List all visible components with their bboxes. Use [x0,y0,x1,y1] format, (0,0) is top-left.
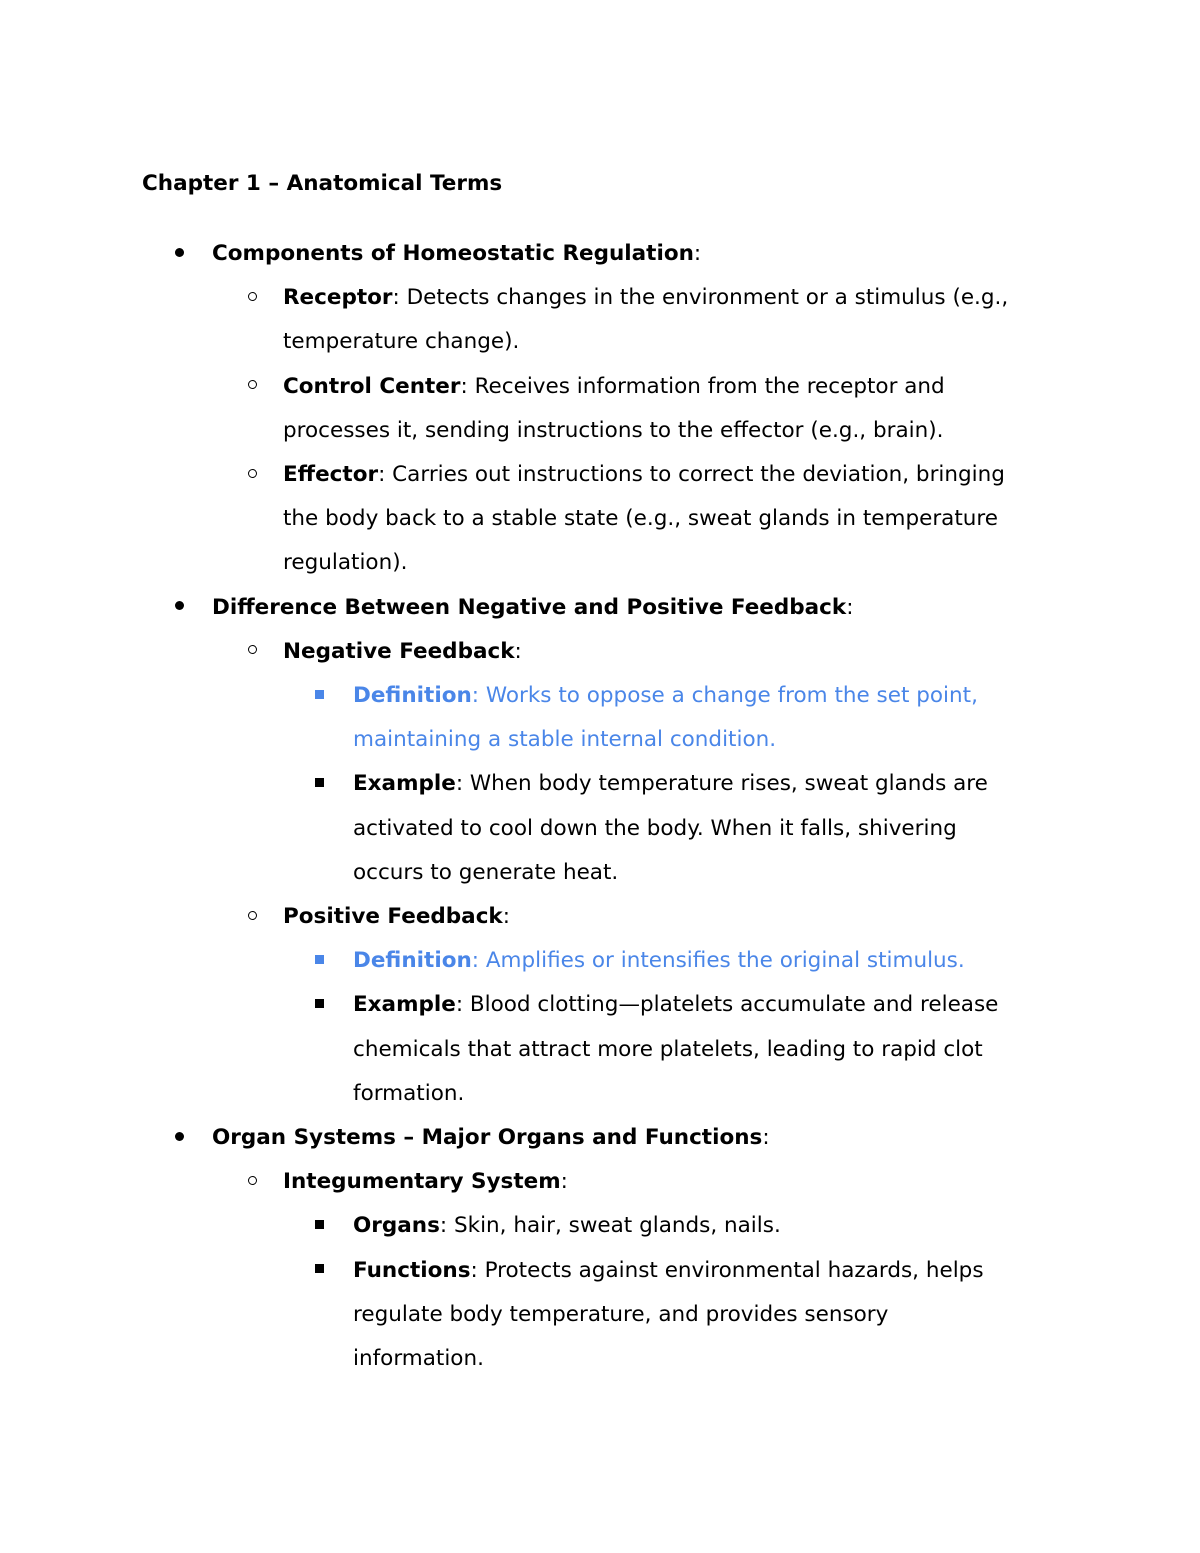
subitem-term: Definition [353,948,472,974]
square-bullet-icon [315,1204,324,1248]
item-term: Positive Feedback [283,904,503,930]
circle-bullet-icon [248,895,257,939]
item-text: : Detects changes in the environment or a stimulus (e.g., [392,285,1009,311]
item-text-continuation: processes it, sending instructions to the effector (e.g., brain). [283,417,944,443]
subitem-text-continuation: information. [353,1346,484,1372]
square-bullet-icon [315,762,324,806]
subitem-text: : When body temperature rises, sweat glands are [455,771,988,797]
subitem-term: Functions [353,1257,471,1283]
sub-list-item-highlighted [142,674,1062,718]
square-bullet-icon [315,674,324,718]
list-item [142,276,1062,320]
section-heading-colon: : [762,1125,770,1151]
subitem-text-continuation: activated to cool down the body. When it falls, shivering [353,815,957,841]
section-heading-text: Difference Between Negative and Positive Feedback [212,594,847,620]
sub-list-item [142,1249,1062,1293]
item-text-continuation: temperature change). [283,329,520,355]
section-heading [142,586,1062,630]
item-term: Negative Feedback [283,638,515,664]
subitem-text-continuation: chemicals that attract more platelets, leading to rapid clot [353,1036,983,1062]
subitem-text: : Works to oppose a change from the set point, [471,683,978,709]
item-term: Receptor [283,285,393,311]
subitem-text-continuation: regulate body temperature, and provides sensory [353,1301,889,1327]
subitem-text-continuation: maintaining a stable internal condition. [353,727,777,753]
section-heading-colon: : [693,241,702,266]
item-text-continuation: regulation). [283,550,408,576]
sub-list-item-highlighted [142,939,1062,983]
list-item [142,365,1062,409]
circle-bullet-icon [248,453,257,497]
subitem-text: : Blood clotting—platelets accumulate and release [455,992,999,1018]
sub-list-item [142,1204,1062,1248]
list-item [142,1160,1062,1204]
square-bullet-icon [315,1249,324,1293]
circle-bullet-icon [248,1160,257,1204]
item-text: : Receives information from the receptor and [460,373,945,399]
bullet-icon [175,1116,184,1160]
subitem-text-continuation: occurs to generate heat. [353,859,619,885]
page-title: Chapter 1 – Anatomical Terms [142,171,503,196]
subitem-term: Organs [353,1213,440,1239]
section-heading-text: Organ Systems – Major Organs and Functions [212,1125,763,1151]
item-text: : Carries out instructions to correct the deviation, bringing [378,462,1005,488]
circle-bullet-icon [248,365,257,409]
section-heading [142,1116,1062,1160]
sub-list-item [142,762,1062,806]
section-heading-colon: : [846,594,854,620]
subitem-text-continuation: formation. [353,1080,465,1106]
document-page [142,166,1062,1381]
item-text-continuation: the body back to a stable state (e.g., sweat glands in temperature [283,506,999,532]
square-bullet-icon [315,939,324,983]
square-bullet-icon [315,983,324,1027]
item-colon: : [514,638,522,664]
sub-list-item [142,983,1062,1027]
list-item [142,895,1062,939]
list-item [142,630,1062,674]
subitem-text: : Protects against environmental hazards, helps [470,1257,984,1283]
item-term: Control Center [283,373,461,399]
section-heading [142,232,1062,276]
section-heading-text: Components of Homeostatic Regulation [212,241,694,266]
circle-bullet-icon [248,630,257,674]
subitem-term: Example [353,771,456,797]
subitem-term: Definition [353,683,472,709]
bullet-icon [175,232,184,276]
item-term: Effector [283,462,379,488]
bullet-icon [175,586,184,630]
item-term: Integumentary System [283,1169,561,1195]
circle-bullet-icon [248,276,257,320]
list-item [142,453,1062,497]
item-colon: : [502,904,510,930]
item-colon: : [560,1169,568,1195]
subitem-text: : Amplifies or intensifies the original stimulus. [471,948,965,974]
subitem-text: : Skin, hair, sweat glands, nails. [439,1213,781,1239]
subitem-term: Example [353,992,456,1018]
